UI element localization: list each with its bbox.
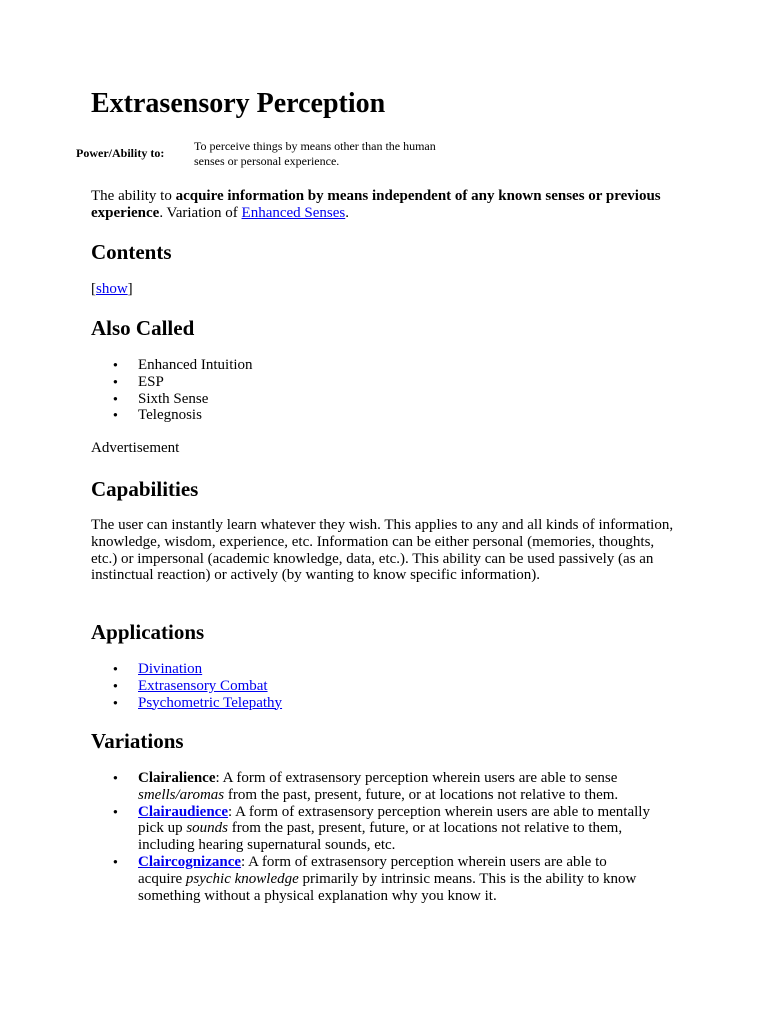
capabilities-heading: Capabilities (91, 477, 199, 501)
contents-heading: Contents (91, 240, 172, 264)
capabilities-paragraph: The user can instantly learn whatever they wish. This applies to any and all kinds of information, knowledge, wisdom, experience, etc. Information can be either personal (memories, thoughts, etc.) or impersonal (academic knowledge, data, etc.). This ability can be used passively (as an instinctual reaction) or actively (by wanting to know specific information). (91, 517, 674, 584)
intro-prefix: The ability to (91, 188, 176, 204)
variation-description: : A form of extrasensory perception wherein users are able to acquire (138, 853, 607, 887)
intro-bold-text: acquire information by means independent of any known senses or previous experience (91, 188, 661, 221)
page-title: Extrasensory Perception (91, 88, 386, 119)
variations-heading: Variations (91, 729, 184, 753)
enhanced-senses-link[interactable]: Enhanced Senses (241, 204, 346, 221)
variations-list (91, 770, 651, 904)
list-item (91, 804, 651, 854)
list-item: ● ESP (91, 374, 651, 391)
claircognizance-link[interactable] (138, 854, 241, 870)
show-contents-link[interactable]: show (96, 281, 128, 297)
list-item: ● Enhanced Intuition (91, 357, 651, 374)
also-called-heading: Also Called (91, 316, 195, 340)
extrasensory-combat-link[interactable]: Extrasensory Combat (138, 677, 268, 694)
also-called-list (91, 357, 651, 424)
list-item: ● Sixth Sense (91, 391, 651, 408)
infobox-value: To perceive things by means other than the human senses or personal experience. (194, 139, 436, 168)
infobox-label: Power/Ability to: (76, 146, 165, 160)
intro-paragraph (91, 188, 681, 222)
variation-description: : A form of extrasensory perception wherein users are able to sense (215, 770, 618, 786)
contents-bracket-open: [ (91, 281, 96, 297)
list-item: ● Telegnosis (91, 407, 651, 424)
list-item (91, 661, 651, 678)
psychometric-telepathy-link[interactable]: Psychometric Telepathy (138, 694, 283, 711)
intro-middle: . Variation of (159, 204, 242, 221)
list-item (91, 854, 651, 904)
list-item (91, 695, 651, 712)
variation-description-rest: primarily by intrinsic means. This is the ability to know something without a physical explanation why you know it. (138, 870, 637, 904)
variation-description: : A form of extrasensory perception wherein users are able to mentally pick up (138, 803, 650, 837)
applications-list (91, 661, 651, 711)
variation-description-rest: from the past, present, future, or at locations not relative to them. (224, 786, 619, 803)
clairalience-term: Clairalience (138, 770, 216, 786)
variation-description-rest: from the past, present, future, or at locations not relative to them, including hearing supernatural sounds, etc. (138, 820, 623, 854)
claircognizance-term: Claircognizance (138, 853, 242, 870)
list-item (91, 770, 651, 804)
applications-heading: Applications (91, 620, 205, 644)
clairaudience-link[interactable] (138, 804, 228, 820)
divination-link[interactable]: Divination (138, 661, 203, 677)
variation-emphasis: psychic knowledge (185, 870, 299, 887)
clairaudience-term: Clairaudience (138, 803, 228, 820)
contents-toggle-line (91, 281, 681, 298)
contents-bracket-close: ] (127, 281, 133, 297)
advertisement-label: Advertisement (91, 440, 180, 456)
intro-suffix: . (345, 204, 349, 221)
variation-emphasis: smells/aromas (138, 786, 225, 803)
variation-emphasis: sounds (186, 820, 229, 837)
list-item (91, 678, 651, 695)
